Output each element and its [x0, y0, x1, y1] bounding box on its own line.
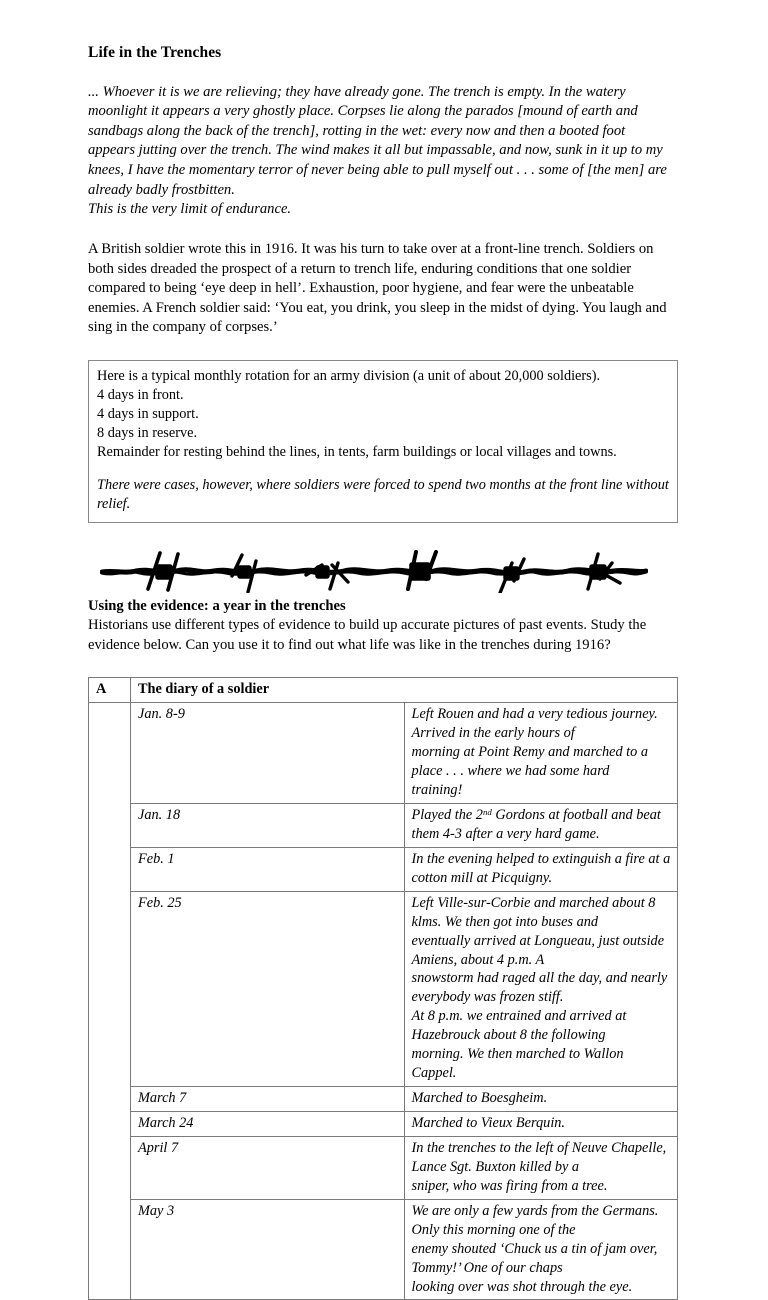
rotation-line: Here is a typical monthly rotation for an army division (a unit of about 20,000 soldiers).	[97, 368, 601, 385]
entry-date: May 3	[131, 1199, 405, 1300]
entry-text	[404, 1087, 678, 1112]
evidence-section-heading: Using the evidence: a year in the trenches	[88, 598, 346, 615]
entry-date: March 7	[131, 1087, 405, 1112]
entry-line: eventually arrived at Longueau, just outside Amiens, about 4 p.m. A	[411, 932, 665, 968]
entry-date: March 24	[131, 1112, 405, 1137]
intro-paragraph: A British soldier wrote this in 1916. It was his turn to take over at a front-line trench. Soldiers on both sides dreaded the prospect of a return to trench life, enduring conditions that one soldier compared to being ‘eye deep in hell’. Exhaustion, poor hygiene, and fear were the unbeatable enemies. A French soldier said: ‘You eat, you drink, you sleep in the midst of dying. You laugh and sing in the company of corpses.’	[88, 240, 667, 336]
quote-line: knees, I have the momentary terror of never being able to pull myself out . . . some of [the men] are	[88, 162, 667, 179]
entry-date: Jan. 18	[131, 803, 405, 847]
table-row	[89, 891, 678, 1086]
quote-line: appears jutting over the trench. The wind makes it all but impassable, and now, sunk in it up to my	[88, 142, 663, 159]
entry-line: Left Ville-sur-Corbie and marched about 8 klms. We then got into buses and	[411, 894, 656, 930]
quote-line: This is the very limit of endurance.	[88, 201, 292, 218]
entry-text-suffix: Gordons at football and beat them 4-3 after a very hard game.	[411, 806, 661, 842]
entry-line: enemy shouted ‘Chuck us a tin of jam over, Tommy!’ One of our chaps	[411, 1240, 658, 1276]
entry-text	[404, 891, 678, 1086]
table-row	[89, 1199, 678, 1300]
evidence-section-body: Historians use different types of evidence to build up accurate pictures of past events. Study the evidence below. Can you use it to find out what life was like in the trenches during 1916?	[88, 617, 647, 653]
quote-line: moonlight it appears a very ghostly place. Corpses lie along the parados [mound of earth and	[88, 103, 638, 120]
entry-line: Marched to Vieux Berquin.	[411, 1115, 566, 1131]
table-row	[89, 803, 678, 847]
barbed-wire-icon	[100, 549, 648, 593]
entry-line: Left Rouen and had a very tedious journey. Arrived in the early hours of	[411, 706, 658, 742]
entry-line: snowstorm had raged all the day, and nearly everybody was frozen stiff.	[411, 970, 668, 1006]
table-row	[89, 1112, 678, 1137]
entry-text-prefix: Played the 2	[411, 806, 483, 823]
rotation-note: There were cases, however, where soldiers were forced to spend two months at the front line without relief.	[97, 477, 669, 513]
rotation-line: 4 days in front.	[97, 387, 184, 404]
entry-line: At 8 p.m. we entrained and arrived at Hazebrouck about 8 the following	[411, 1008, 627, 1044]
quote-line: already badly frostbitten.	[88, 181, 235, 198]
rotation-info-box	[88, 360, 678, 523]
entry-line: morning. We then marched to Wallon Cappel.	[411, 1046, 624, 1082]
ordinal-superscript: nd	[482, 806, 492, 817]
entry-text	[404, 1199, 678, 1300]
source-letter-spacer	[89, 703, 131, 1300]
entry-date: Jan. 8-9	[131, 703, 405, 804]
entry-line: sniper, who was firing from a tree.	[411, 1177, 608, 1194]
quote-line: sandbags along the back of the trench], rotting in the wet: every now and then a booted foot	[88, 122, 626, 139]
quote-line: ... Whoever it is we are relieving; they have already gone. The trench is empty. In the watery	[88, 83, 626, 100]
entry-text	[404, 1112, 678, 1137]
entry-line: looking over was shot through the eye.	[411, 1278, 633, 1295]
entry-text	[404, 847, 678, 891]
barbed-wire-figure	[88, 549, 680, 593]
table-row	[89, 703, 678, 804]
rotation-line: 4 days in support.	[97, 406, 199, 423]
entry-line: We are only a few yards from the Germans. Only this morning one of the	[411, 1202, 659, 1238]
evidence-table	[88, 677, 678, 1300]
rotation-line: 8 days in reserve.	[97, 425, 198, 442]
entry-date: Feb. 1	[131, 847, 405, 891]
table-row	[89, 1136, 678, 1199]
entry-line: In the trenches to the left of Neuve Chapelle, Lance Sgt. Buxton killed by a	[411, 1139, 667, 1175]
entry-line: training!	[411, 782, 463, 798]
page-title: Life in the Trenches	[88, 44, 222, 61]
table-row	[89, 1087, 678, 1112]
table-row	[89, 847, 678, 891]
entry-date: April 7	[131, 1136, 405, 1199]
entry-line: morning at Point Remy and marched to a place . . . where we had some hard	[411, 744, 649, 780]
source-letter-cell: A	[89, 678, 131, 703]
entry-text	[404, 703, 678, 804]
source-title-cell: The diary of a soldier	[131, 678, 678, 703]
entry-line: Marched to Boesgheim.	[411, 1090, 548, 1107]
table-header-row	[89, 678, 678, 703]
entry-line: In the evening helped to extinguish a fire at a cotton mill at Picquigny.	[411, 850, 671, 886]
entry-text	[404, 1136, 678, 1199]
entry-date: Feb. 25	[131, 891, 405, 1086]
source-quote	[88, 83, 680, 220]
rotation-line: Remainder for resting behind the lines, in tents, farm buildings or local villages and towns.	[97, 444, 617, 461]
entry-text	[404, 803, 678, 847]
